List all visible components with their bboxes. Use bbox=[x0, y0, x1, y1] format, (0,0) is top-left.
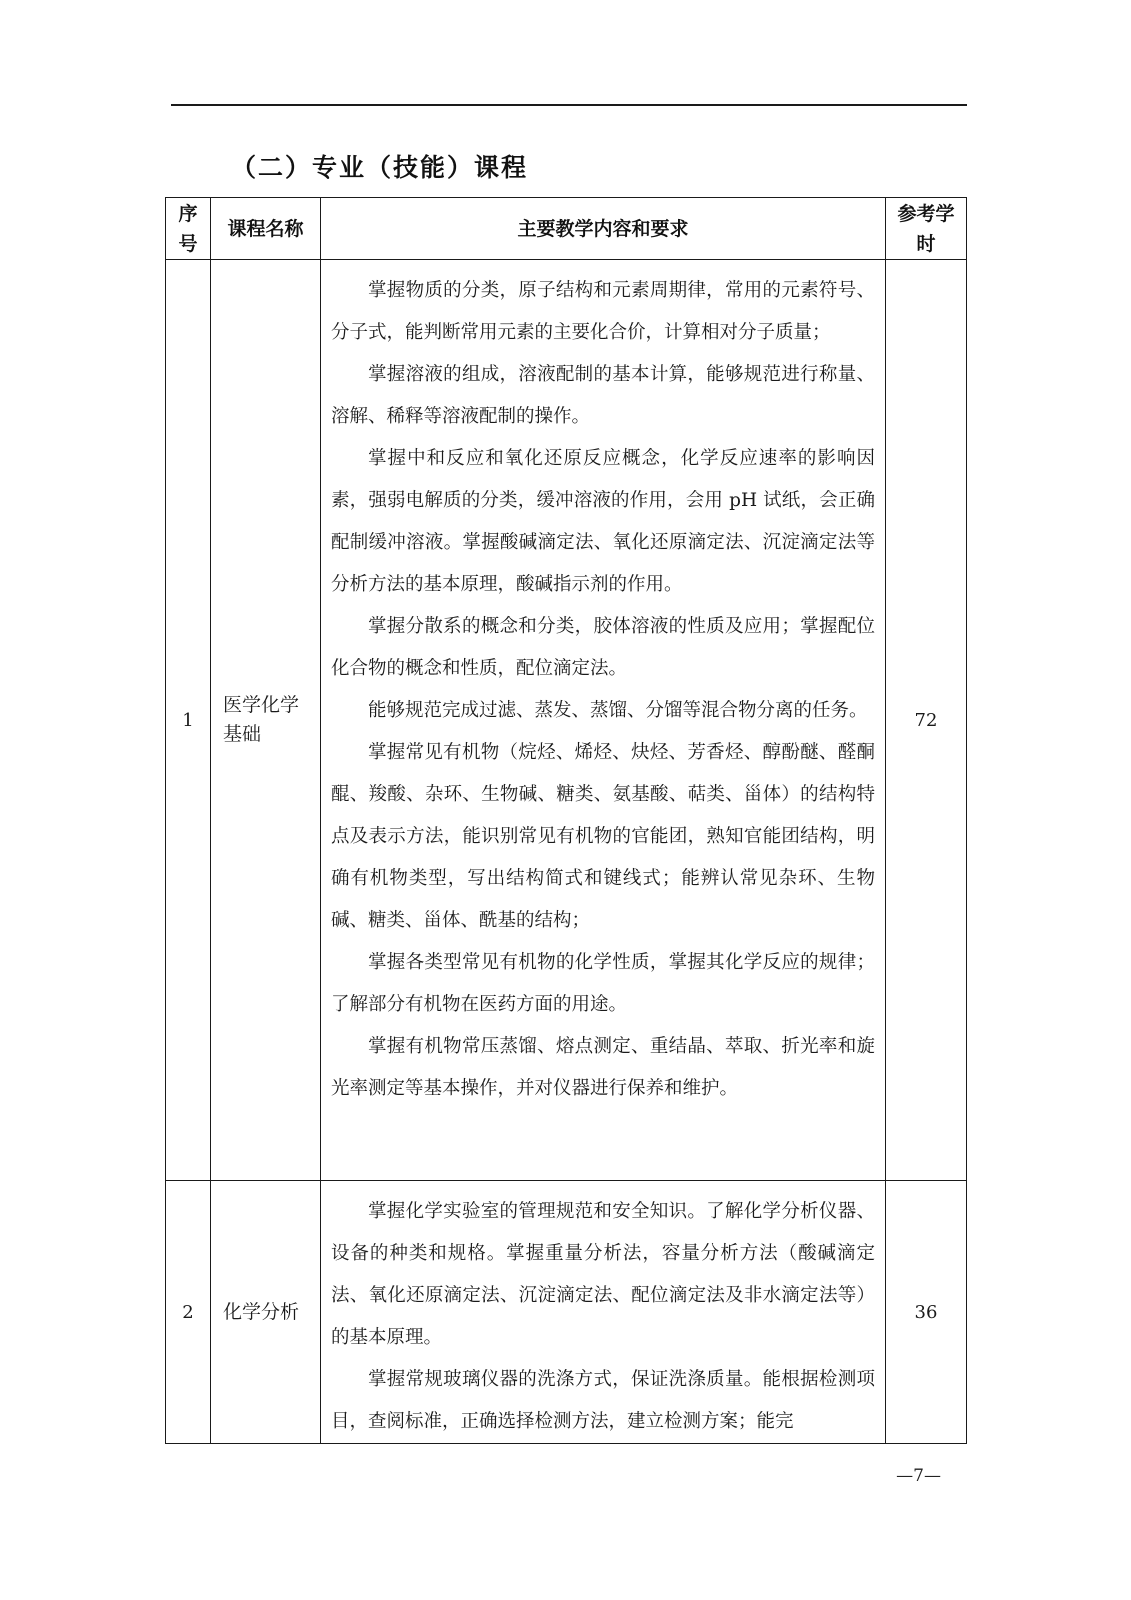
header-content: 主要教学内容和要求 bbox=[321, 198, 886, 260]
header-rule bbox=[171, 104, 967, 106]
header-no: 序号 bbox=[166, 198, 211, 260]
page-number: —7— bbox=[896, 1466, 941, 1486]
content-paragraph: 掌握中和反应和氧化还原反应概念，化学反应速率的影响因素，强弱电解质的分类，缓冲溶液的作用，会用 pH 试纸，会正确配制缓冲溶液。掌握酸碱滴定法、氧化还原滴定法、沉淀滴定法等分析方法的基本原理，酸碱指示剂的作用。 bbox=[331, 448, 875, 595]
course-hours: 72 bbox=[886, 260, 967, 1181]
content-paragraph: 掌握常规玻璃仪器的洗涤方式，保证洗涤质量。能根据检测项目，查阅标准，正确选择检测方法，建立检测方案；能完 bbox=[331, 1369, 875, 1432]
content-paragraph: 掌握化学实验室的管理规范和安全知识。了解化学分析仪器、设备的种类和规格。掌握重量分析法，容量分析方法（酸碱滴定法、氧化还原滴定法、沉淀滴定法、配位滴定法及非水滴定法等）的基本原理。 bbox=[331, 1201, 875, 1348]
course-hours: 36 bbox=[886, 1181, 967, 1444]
course-name: 化学分析 bbox=[211, 1181, 321, 1444]
course-content bbox=[321, 260, 886, 1181]
content-paragraph: 掌握各类型常见有机物的化学性质，掌握其化学反应的规律；了解部分有机物在医药方面的用途。 bbox=[331, 952, 875, 1015]
course-content bbox=[321, 1181, 886, 1444]
row-number: 2 bbox=[166, 1181, 211, 1444]
table-row bbox=[166, 260, 967, 1181]
section-title: （二）专业（技能）课程 bbox=[231, 153, 529, 182]
content-paragraph: 掌握物质的分类，原子结构和元素周期律，常用的元素符号、分子式，能判断常用元素的主要化合价，计算相对分子质量； bbox=[331, 280, 875, 343]
row-number: 1 bbox=[166, 260, 211, 1181]
header-course-name: 课程名称 bbox=[211, 198, 321, 260]
content-paragraph: 能够规范完成过滤、蒸发、蒸馏、分馏等混合物分离的任务。 bbox=[368, 700, 868, 721]
content-paragraph: 掌握分散系的概念和分类，胶体溶液的性质及应用；掌握配位化合物的概念和性质，配位滴定法。 bbox=[331, 616, 875, 679]
course-table bbox=[165, 197, 967, 1444]
content-paragraph: 掌握有机物常压蒸馏、熔点测定、重结晶、萃取、折光率和旋光率测定等基本操作，并对仪器进行保养和维护。 bbox=[331, 1036, 875, 1099]
content-paragraph: 掌握常见有机物（烷烃、烯烃、炔烃、芳香烃、醇酚醚、醛酮醌、羧酸、杂环、生物碱、糖类、氨基酸、萜类、甾体）的结构特点及表示方法，能识别常见有机物的官能团，熟知官能团结构，明确有机物类型，写出结构简式和键线式；能辨认常见杂环、生物碱、糖类、甾体、酰基的结构； bbox=[331, 742, 875, 931]
content-paragraph: 掌握溶液的组成，溶液配制的基本计算，能够规范进行称量、溶解、稀释等溶液配制的操作。 bbox=[331, 364, 875, 427]
header-hours: 参考学时 bbox=[886, 198, 967, 260]
course-name: 医学化学基础 bbox=[211, 260, 321, 1181]
table-row bbox=[166, 1181, 967, 1444]
table-header-row bbox=[166, 198, 967, 260]
